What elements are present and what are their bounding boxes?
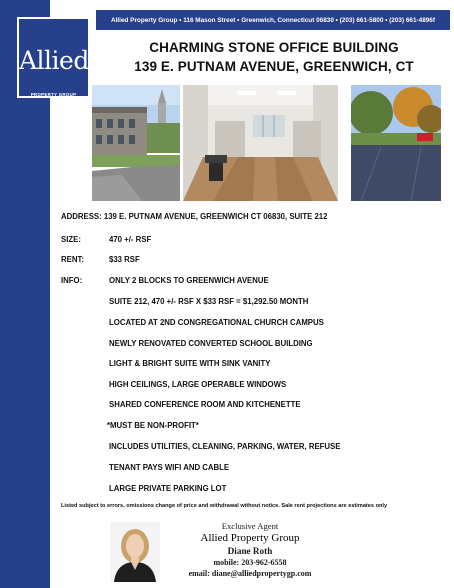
building-exterior-photo	[92, 85, 180, 201]
info-item: INCLUDES UTILITIES, CLEANING, PARKING, WATER, REFUSE	[109, 442, 341, 451]
info-item: ONLY 2 BLOCKS TO GREENWICH AVENUE	[109, 276, 269, 285]
info-item: SUITE 212, 470 +/- RSF X $33 RSF = $1,292.50 MONTH	[109, 297, 309, 306]
info-label: INFO:	[61, 276, 83, 285]
info-item: SHARED CONFERENCE ROOM AND KITCHENETTE	[109, 400, 301, 409]
agent-title: Exclusive Agent	[221, 521, 279, 531]
info-item: TENANT PAYS WIFI AND CABLE	[109, 463, 230, 472]
agent-mobile[interactable]: mobile: 203-962-6558	[213, 558, 287, 567]
info-item: LOCATED AT 2ND CONGREGATIONAL CHURCH CAMPUS	[109, 318, 324, 327]
rent-value: $33 RSF	[109, 255, 140, 264]
rent-label: RENT:	[61, 255, 84, 264]
agent-company: Allied Property Group	[200, 532, 300, 544]
headline-title: CHARMING STONE OFFICE BUILDING	[149, 40, 399, 55]
info-item: LARGE PRIVATE PARKING LOT	[109, 484, 227, 493]
headline	[98, 39, 450, 75]
agent-headshot	[110, 522, 160, 582]
header-contact-band	[96, 10, 450, 30]
header-contact-text: Allied Property Group • 116 Mason Street • Greenwich, Connecticut 06830 • (203) 661-5800 • (203) 661-4896f	[111, 16, 435, 24]
info-item: HIGH CEILINGS, LARGE OPERABLE WINDOWS	[109, 380, 287, 389]
address-line: ADDRESS: 139 E. PUTNAM AVENUE, GREENWICH CT 06830, SUITE 212	[61, 212, 328, 221]
allied-logo	[17, 17, 90, 98]
info-item: NEWLY RENOVATED CONVERTED SCHOOL BUILDING	[109, 339, 313, 348]
size-label: SIZE:	[61, 235, 81, 244]
disclaimer: Listed subject to errors, omissions change of price and withdrawal without notice. Sale rent projections are estimates only	[61, 503, 388, 509]
size-value: 470 +/- RSF	[109, 235, 152, 244]
info-item: *MUST BE NON-PROFIT*	[107, 421, 199, 430]
info-item: LIGHT & BRIGHT SUITE WITH SINK VANITY	[109, 359, 271, 368]
agent-contact	[165, 521, 335, 579]
logo-word: Allied	[19, 46, 89, 75]
office-interior-photo	[183, 85, 338, 201]
logo-subtitle: PROPERTY GROUP	[30, 91, 77, 97]
parking-lot-photo	[351, 85, 441, 201]
headline-address: 139 E. PUTNAM AVENUE, GREENWICH, CT	[134, 59, 414, 74]
agent-name: Diane Roth	[227, 546, 273, 556]
agent-email[interactable]: email: diane@alliedpropertygp.com	[188, 569, 312, 578]
